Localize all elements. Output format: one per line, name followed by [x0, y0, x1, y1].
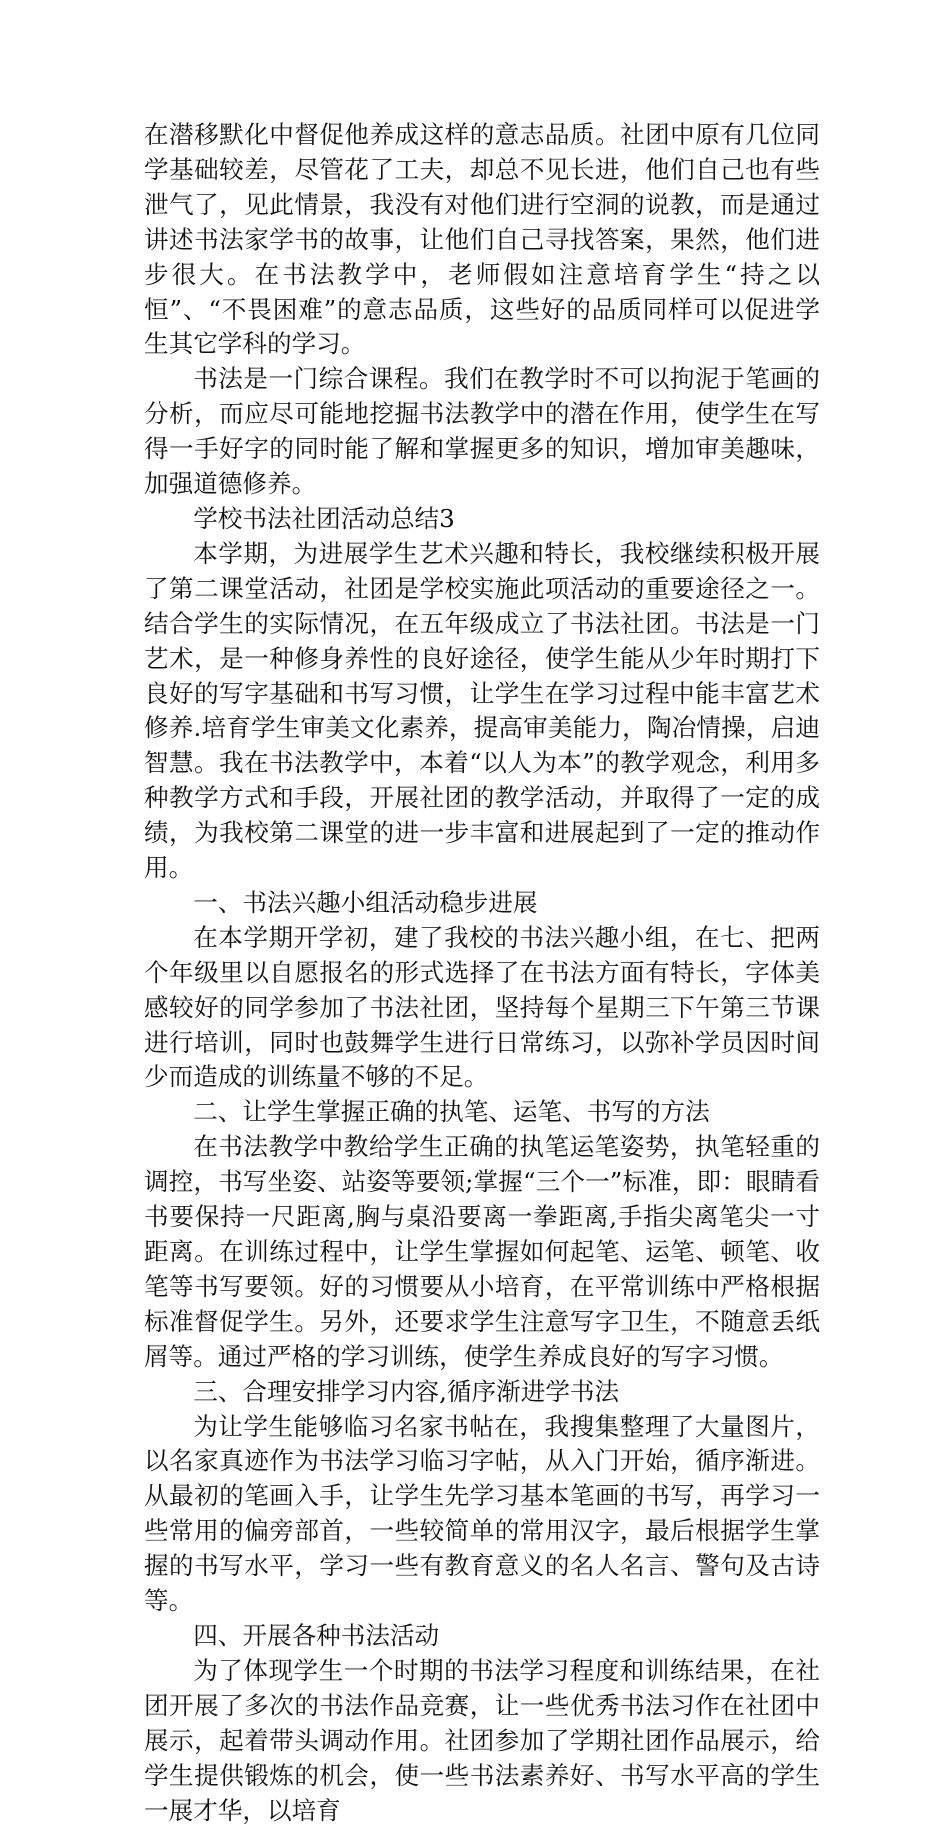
subheading-2: 二、让学生掌握正确的执笔、运笔、书写的方法	[193, 1097, 710, 1127]
document-page	[144, 118, 820, 1828]
subheading-4: 四、开展各种书法活动	[193, 1620, 440, 1650]
paragraph-6: 为让学生能够临习名家书帖在，我搜集整理了大量图片，以名家真迹作为书法学习临习字帖，从入门开始，循序渐进。从最初的笔画入手，让学生先学习基本笔画的书写，再学习一些常用的偏旁部首，一些较简单的常用汉字，最后根据学生掌握的书写水平，学习一些有教育意义的名人名言、警句及古诗等。	[144, 1411, 820, 1616]
section-title: 学校书法社团活动总结3	[193, 503, 455, 533]
paragraph-2: 书法是一门综合课程。我们在教学时不可以拘泥于笔画的分析，而应尽可能地挖掘书法教学中的潜在作用，使学生在写得一手好字的同时能了解和掌握更多的知识，增加审美趣味，加强道德修养。	[144, 364, 820, 499]
paragraph-1: 在潜移默化中督促他养成这样的意志品质。社团中原有几位同学基础较差，尽管花了工夫，却总不见长进，他们自己也有些泄气了，见此情景，我没有对他们进行空洞的说教，而是通过讲述书法家学书的故事，让他们自己寻找答案，果然，他们进步很大。在书法教学中，老师假如注意培育学生“持之以恒”、“不畏困难”的意志品质，这些好的品质同样可以促进学生其它学科的学习。	[144, 120, 820, 359]
subheading-1: 一、书法兴趣小组活动稳步进展	[193, 887, 538, 917]
paragraph-3: 本学期，为进展学生艺术兴趣和特长，我校继续积极开展了第二课堂活动，社团是学校实施此项活动的重要途径之一。结合学生的实际情况，在五年级成立了书法社团。书法是一门艺术，是一种修身养性的良好途径，使学生能从少年时期打下良好的写字基础和书写习惯，让学生在学习过程中能丰富艺术修养.培育学生审美文化素养，提高审美能力，陶冶情操，启迪智慧。我在书法教学中，本着“以人为本”的教学观念，利用多种教学方式和手段，开展社团的教学活动，并取得了一定的成绩，为我校第二课堂的进一步丰富和进展起到了一定的推动作用。	[144, 538, 820, 883]
paragraph-5: 在书法教学中教给学生正确的执笔运笔姿势，执笔轻重的调控，书写坐姿、站姿等要领;掌握“三个一”标准，即：眼睛看书要保持一尺距离,胸与桌沿要离一拳距离,手指尖离笔尖一寸距离。在训练过程中，让学生掌握如何起笔、运笔、顿笔、收笔等书写要领。好的习惯要从小培育，在平常训练中严格根据标准督促学生。另外，还要求学生注意写字卫生，不随意丢纸屑等。通过严格的学习训练，使学生养成良好的写字习惯。	[144, 1132, 820, 1371]
paragraph-7: 为了体现学生一个时期的书法学习程度和训练结果，在社团开展了多次的书法作品竞赛，让一些优秀书法习作在社团中展示，起着带头调动作用。社团参加了学期社团作品展示，给学生提供锻炼的机会，使一些书法素养好、书写水平高的学生一展才华，以培育	[144, 1655, 820, 1825]
subheading-3: 三、合理安排学习内容,循序渐进学书法	[193, 1376, 620, 1406]
paragraph-4: 在本学期开学初，建了我校的书法兴趣小组，在七、把两个年级里以自愿报名的形式选择了在书法方面有特长，字体美感较好的同学参加了书法社团，坚持每个星期三下午第三节课进行培训，同时也鼓舞学生进行日常练习，以弥补学员因时间少而造成的训练量不够的不足。	[144, 922, 820, 1092]
